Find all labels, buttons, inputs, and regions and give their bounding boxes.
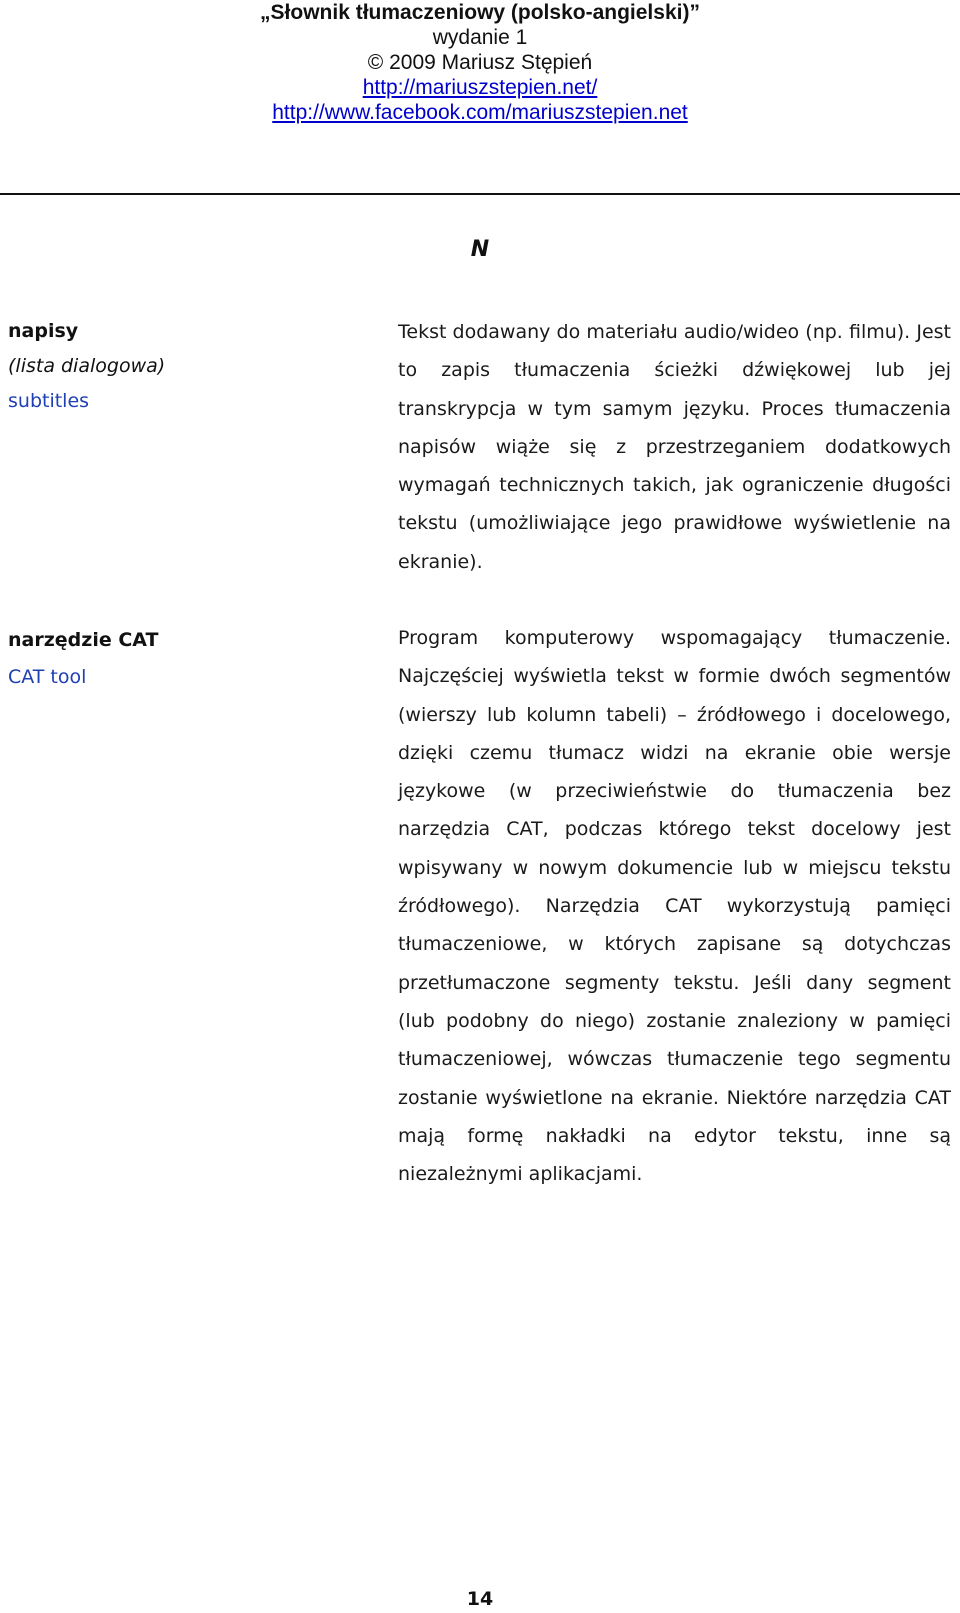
entry-definition: Program komputerowy wspomagający tłumaczenie. Najczęściej wyświetla tekst w formie dwóch segmentów (wierszy lub kolumn tabeli) – źródłowego i docelowego, dzięki czemu tłumacz widzi na ekranie obie wersje językowe (w przeciwieństwie do tłumaczenia bez narzędzia CAT, podczas którego tekst docelowy jest wpisywany w nowym dokumencie lub w miejscu tekstu źródłowego). Narzędzia CAT wykorzystują pamięci tłumaczeniowe, w których zapisane są dotychczas przetłumaczone segmenty tekstu. Jeśli dany segment (lub podobny do niego) zostanie znaleziony w pamięci tłumaczeniowej, wówczas tłumaczenie tego segmentu zostanie wyświetlone na ekranie. Niektóre narzędzia CAT mają formę nakładki na edytor tekstu, inne są niezależnymi aplikacjami. [398, 627, 951, 1186]
page-number: 14 [466, 1588, 494, 1610]
entry-note: (lista dialogowa) [8, 355, 166, 377]
dictionary-title: „Słownik tłumaczeniowy (polsko-angielski)” [260, 1, 700, 24]
term-column [8, 623, 368, 695]
entry-term: narzędzie CAT [8, 629, 159, 651]
document-header [0, 0, 960, 125]
author-site-link[interactable]: http://mariuszstepien.net/ [362, 76, 598, 99]
entry-definition: Tekst dodawany do materiału audio/wideo (np. filmu). Jest to zapis tłumaczenia ścieżki dźwiękowej lub jej transkrypcja w tym samym języku. Proces tłumaczenia napisów wiąże się z przestrzeganiem dodatkowych wymagań technicznych takich, jak ograniczenie długości tekstu (umożliwiające jego prawidłowe wyświetlenie na ekranie). [398, 321, 951, 573]
header-divider [0, 193, 960, 195]
term-column [8, 314, 368, 419]
copyright-line: © 2009 Mariusz Stępień [367, 51, 593, 74]
facebook-link[interactable]: http://www.facebook.com/mariuszstepien.net [272, 101, 688, 124]
entry-english: subtitles [8, 390, 90, 412]
entry-english: CAT tool [8, 666, 87, 688]
section-letter: N [470, 237, 490, 262]
edition-line: wydanie 1 [432, 26, 528, 49]
entry-term: napisy [8, 320, 79, 342]
